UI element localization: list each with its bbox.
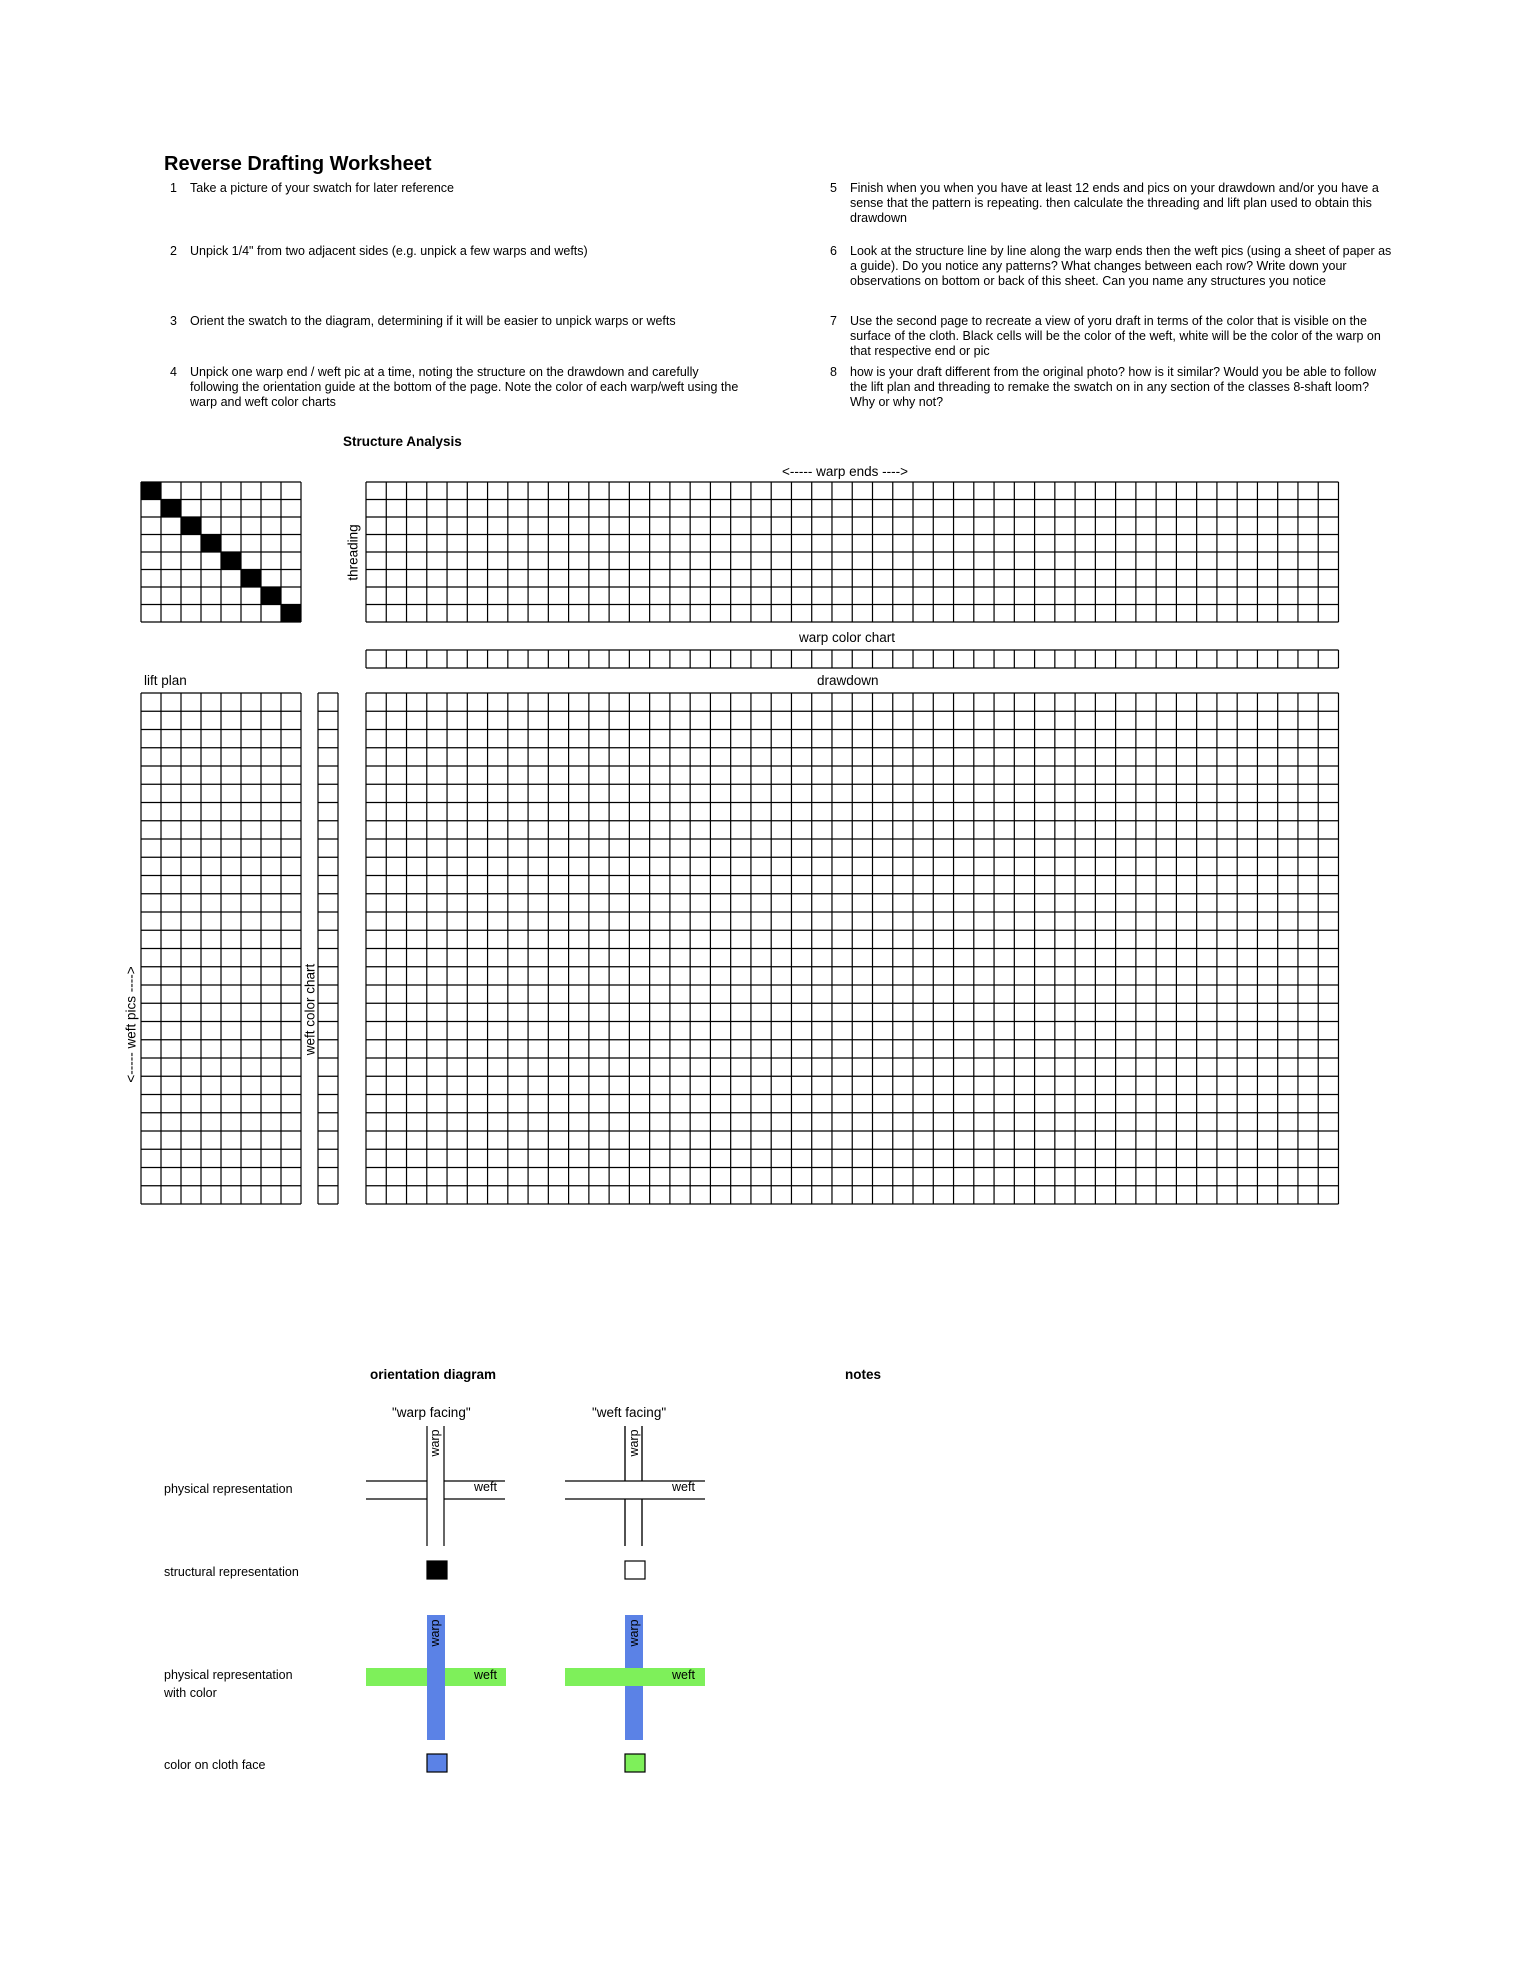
row-physical-color-line2: with color bbox=[164, 1686, 217, 1700]
tieup-filled-cell bbox=[161, 500, 181, 518]
page-title: Reverse Drafting Worksheet bbox=[164, 153, 432, 175]
tieup-filled-cell bbox=[201, 535, 221, 553]
weft-pics-label: <----- weft pics ----> bbox=[123, 966, 139, 1083]
instruction-text: Unpick one warp end / weft pic at a time, noting the structure on the drawdown and carefully following the orientation guide at the bottom of the page. Note the color of each warp/weft using the warp and weft color charts bbox=[190, 365, 739, 409]
instruction-text: Use the second page to recreate a view of yoru draft in terms of the color that is visible on the surface of the cloth. Black cells will be the color of the weft, white will be the color of the warp on that respective end or pic bbox=[850, 314, 1381, 358]
instruction-number: 4 bbox=[170, 365, 177, 379]
tieup-filled-cell bbox=[261, 587, 281, 605]
instruction-text: Finish when you when you have at least 12 ends and pics on your drawdown and/or you have a sense that the pattern is repeating. then calculate the threading and lift plan used to obtain this drawdown bbox=[850, 181, 1379, 225]
notes-heading: notes bbox=[845, 1367, 882, 1382]
structure-analysis-heading: Structure Analysis bbox=[343, 434, 462, 449]
threading-lines bbox=[366, 482, 1338, 622]
drawdown-label: drawdown bbox=[817, 673, 879, 688]
row-physical-color-line1: physical representation bbox=[164, 1668, 293, 1682]
warp-tag-1: warp bbox=[428, 1429, 442, 1457]
instruction-text: Take a picture of your swatch for later reference bbox=[190, 181, 455, 195]
weft-tag-color-2: weft bbox=[672, 1668, 695, 1682]
weft-tag-1: weft bbox=[474, 1480, 497, 1494]
orientation-diagram-graphics bbox=[366, 1426, 705, 1772]
drawdown-lines bbox=[366, 693, 1338, 1204]
warp-color-chart-label: warp color chart bbox=[799, 630, 896, 645]
row-physical-representation: physical representation bbox=[164, 1482, 293, 1496]
weft-tag-color-1: weft bbox=[474, 1668, 497, 1682]
tieup-filled-cell bbox=[281, 605, 301, 623]
instruction-number: 6 bbox=[830, 244, 837, 258]
cloth-face-weft-color bbox=[625, 1754, 645, 1772]
instruction-number: 8 bbox=[830, 365, 837, 379]
warp-color-chart-grid[interactable] bbox=[366, 650, 1338, 668]
weft-facing-label: "weft facing" bbox=[592, 1405, 667, 1420]
orientation-diagram-heading: orientation diagram bbox=[370, 1367, 497, 1382]
warp-tag-2: warp bbox=[627, 1429, 641, 1457]
lift-plan-label: lift plan bbox=[144, 673, 187, 688]
weft-color-lines bbox=[318, 693, 338, 1204]
instruction-number: 5 bbox=[830, 181, 837, 195]
cloth-face-warp-color bbox=[427, 1754, 447, 1772]
warp-color-lines bbox=[366, 650, 1338, 668]
tieup-filled-cell bbox=[141, 482, 161, 500]
weft-color-chart-grid[interactable] bbox=[318, 693, 338, 1204]
row-structural-representation: structural representation bbox=[164, 1565, 299, 1579]
instruction-number: 1 bbox=[170, 181, 177, 195]
tieup-filled-cell bbox=[221, 552, 241, 570]
instruction-text: Unpick 1/4" from two adjacent sides (e.g. unpick a few warps and wefts) bbox=[190, 244, 588, 258]
instruction-number: 7 bbox=[830, 314, 837, 328]
warp-facing-label: "warp facing" bbox=[392, 1405, 471, 1420]
warp-tag-color-2: warp bbox=[627, 1619, 641, 1647]
instruction-text: Orient the swatch to the diagram, determining if it will be easier to unpick warps or wefts bbox=[190, 314, 676, 328]
lift-plan-lines bbox=[141, 693, 301, 1204]
threading-label: threading bbox=[345, 524, 361, 581]
tieup-filled-cell bbox=[241, 570, 261, 588]
structural-black-cell bbox=[427, 1561, 447, 1579]
drawdown-grid[interactable] bbox=[366, 693, 1338, 1204]
lift-plan-grid[interactable] bbox=[141, 693, 301, 1204]
structural-white-cell bbox=[625, 1561, 645, 1579]
threading-grid[interactable] bbox=[366, 482, 1338, 622]
instruction-text: Look at the structure line by line along the warp ends then the weft pics (using a sheet of paper as a guide). Do you notice any patterns? What changes between each row? Write down your observations on bottom or back of this sheet. Can you name any structures you notice bbox=[850, 244, 1392, 288]
tieup-grid[interactable] bbox=[141, 482, 301, 622]
instruction-text: how is your draft different from the original photo? how is it similar? Would you be able to follow the lift plan and threading to remake the swatch on in any section of the classes 8-shaft loom? Why or why not? bbox=[850, 365, 1377, 409]
weft-color-chart-label: weft color chart bbox=[302, 963, 318, 1056]
instruction-number: 3 bbox=[170, 314, 177, 328]
weft-tag-2: weft bbox=[672, 1480, 695, 1494]
warp-ends-label: <----- warp ends ----> bbox=[782, 464, 909, 479]
warp-tag-color-1: warp bbox=[428, 1619, 442, 1647]
tieup-filled-cell bbox=[181, 517, 201, 535]
row-color-on-cloth-face: color on cloth face bbox=[164, 1758, 266, 1772]
instruction-number: 2 bbox=[170, 244, 177, 258]
